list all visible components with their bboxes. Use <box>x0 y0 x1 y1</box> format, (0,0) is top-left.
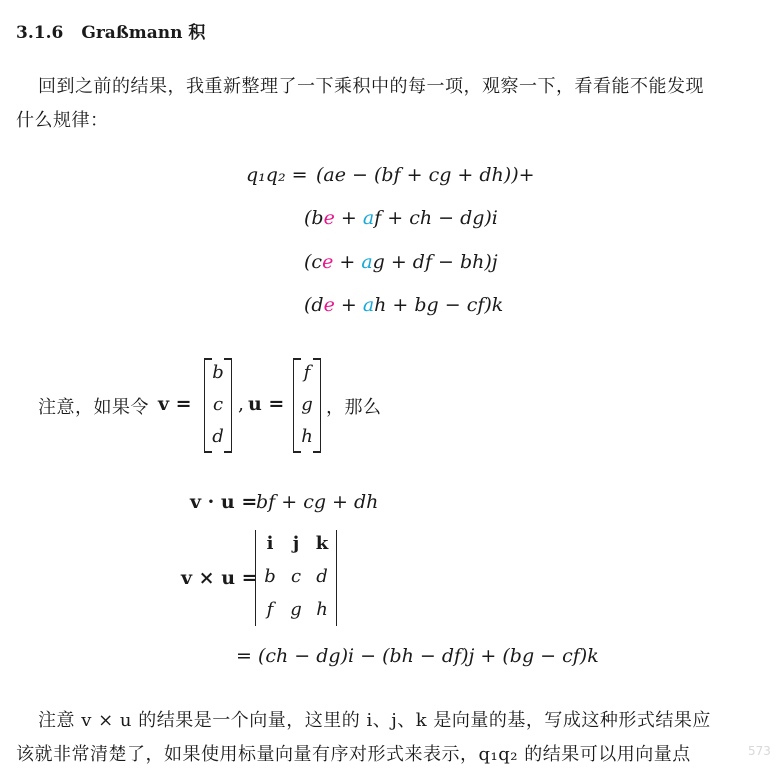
det-g: g <box>290 599 302 620</box>
v-label: v = <box>158 393 192 415</box>
intro-line-1: 回到之前的结果，我重新整理了一下乘积中的每一项，观察一下，看看能不能发现 <box>38 76 704 97</box>
section-heading <box>16 18 205 43</box>
cross-determinant <box>255 530 337 626</box>
notice-suffix: ，那么 <box>326 397 382 418</box>
product-row-1: (be + af + ch − dg)i <box>304 207 498 229</box>
det-k: k <box>315 533 329 554</box>
u-label: u = <box>248 393 285 415</box>
det-b: b <box>264 566 276 587</box>
det-f: f <box>266 599 274 620</box>
det-j: j <box>292 533 300 554</box>
u-column-vector <box>293 358 321 453</box>
cross-result: = (ch − dg)i − (bh − df)j + (bg − cf)k <box>236 645 599 667</box>
product-row-3: (de + ah + bg − cf)k <box>304 294 504 316</box>
u-entry-f: f <box>303 362 311 383</box>
product-lhs: q₁q₂ = <box>246 164 308 186</box>
vector-separator: , <box>238 393 245 415</box>
det-d: d <box>316 566 328 587</box>
watermark-text: 573 <box>748 744 771 758</box>
section-title: Graßmann 积 <box>81 23 206 43</box>
v-entry-b: b <box>212 362 224 383</box>
notice-prefix: 注意，如果令 <box>38 397 149 418</box>
dot-lhs: v · u = <box>190 491 258 513</box>
section-number: 3.1.6 <box>16 23 64 43</box>
det-c: c <box>290 566 302 587</box>
v-entry-c: c <box>212 394 224 415</box>
closing-line-1: 注意 v × u 的结果是一个向量，这里的 i、j、k 是向量的基，写成这种形式结果应 <box>38 710 711 731</box>
v-column-vector <box>204 358 232 453</box>
closing-line-2: 该就非常清楚了，如果使用标量向量有序对形式来表示，q₁q₂ 的结果可以用向量点 <box>16 744 691 765</box>
det-h: h <box>316 599 328 620</box>
u-entry-h: h <box>301 426 313 447</box>
v-entry-d: d <box>212 426 224 447</box>
product-row-2: (ce + ag + df − bh)j <box>304 251 498 273</box>
product-row-0: (ae − (bf + cg + dh))+ <box>316 164 535 186</box>
intro-line-2: 什么规律： <box>16 110 109 131</box>
det-i: i <box>266 533 274 554</box>
u-entry-g: g <box>301 394 313 415</box>
cross-lhs: v × u = <box>181 567 258 589</box>
dot-rhs: bf + cg + dh <box>256 491 379 513</box>
